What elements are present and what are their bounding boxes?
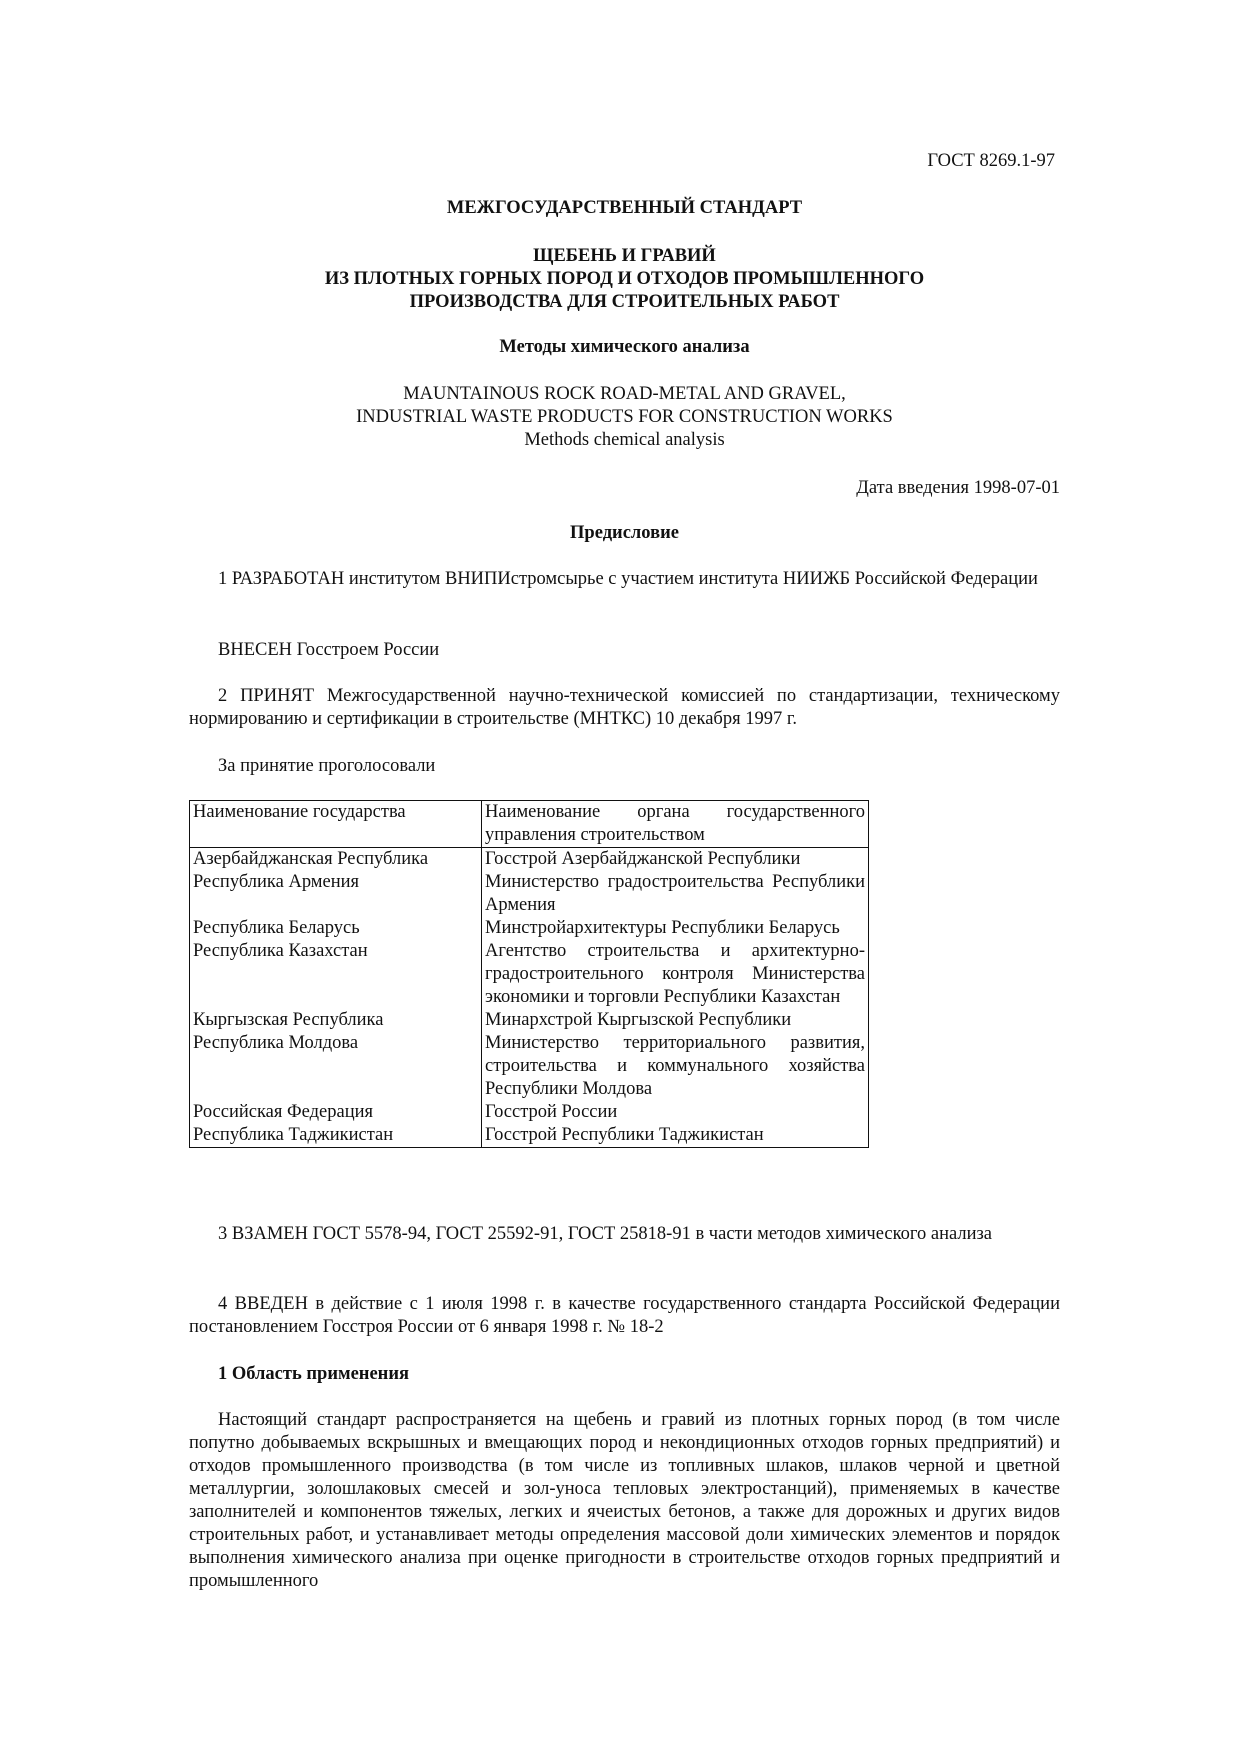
table-row	[190, 917, 869, 940]
section-1-text: Настоящий стандарт распространяется на щебень и гравий из плотных горных пород (в том числе попутно добываемых вскрышных и вмещающих пород и некондиционных отходов горных предприятий) и отходов промышленного производства (в том числе из топливных шлаков, шлаков черной и цветной металлургии, золошлаковых смесей и зол-уноса тепловых электростанций), применяемых в качестве заполнителей и компонентов тяжелых, легких и ячеистых бетонов, а также для дорожных и других видов строительных работ, и устанавливает методы определения массовой доли химических элементов и порядок выполнения химического анализа при оценке пригодности в строительстве отходов горных предприятий и промышленного	[189, 1410, 1060, 1591]
table-row	[190, 940, 869, 1009]
authority-name-cell: Минстройархитектуры Республики Беларусь	[482, 917, 869, 940]
authority-name-cell: Госстрой Азербайджанской Республики	[482, 848, 869, 872]
table-row	[190, 871, 869, 917]
authority-name-cell: Госстрой России	[482, 1101, 869, 1124]
table-row	[190, 1009, 869, 1032]
english-title-line: MAUNTAINOUS ROCK ROAD-METAL AND GRAVEL,	[403, 384, 846, 404]
table-row	[190, 1101, 869, 1124]
state-name-cell: Республика Казахстан	[190, 940, 482, 1009]
voting-table	[189, 800, 869, 1148]
state-name-cell: Республика Таджикистан	[190, 1124, 482, 1148]
effective-date: Дата введения 1998-07-01	[856, 478, 1060, 498]
state-name-cell: Российская Федерация	[190, 1101, 482, 1124]
standard-kind: МЕЖГОСУДАРСТВЕННЫЙ СТАНДАРТ	[446, 198, 803, 218]
english-title-line: INDUSTRIAL WASTE PRODUCTS FOR CONSTRUCTION WORKS	[356, 407, 893, 427]
foreword-paragraph-4: За принятие проголосовали	[218, 756, 436, 776]
foreword-paragraph-6: 4 ВВЕДЕН в действие с 1 июля 1998 г. в качестве государственного стандарта Российской Федерации постановлением Госстроя России от 6 января 1998 г. № 18-2	[189, 1294, 1060, 1337]
document-title	[189, 245, 1060, 314]
foreword-paragraph-2: ВНЕСЕН Госстроем России	[218, 640, 440, 660]
document-number: ГОСТ 8269.1-97	[927, 151, 1055, 171]
title-line: ИЗ ПЛОТНЫХ ГОРНЫХ ПОРОД И ОТХОДОВ ПРОМЫШЛЕННОГО	[324, 269, 925, 289]
title-line: ПРОИЗВОДСТВА ДЛЯ СТРОИТЕЛЬНЫХ РАБОТ	[409, 292, 840, 312]
english-title-line: Methods chemical analysis	[524, 430, 725, 450]
foreword-paragraph-5: 3 ВЗАМЕН ГОСТ 5578-94, ГОСТ 25592-91, ГОСТ 25818-91 в части методов химического анализа	[218, 1224, 993, 1244]
table-row	[190, 848, 869, 872]
state-name-cell: Республика Молдова	[190, 1032, 482, 1101]
authority-name-cell: Минархстрой Кыргызской Республики	[482, 1009, 869, 1032]
state-name-cell: Азербайджанская Республика	[190, 848, 482, 872]
authority-name-cell: Госстрой Республики Таджикистан	[482, 1124, 869, 1148]
table-row	[190, 1124, 869, 1148]
state-name-cell: Республика Беларусь	[190, 917, 482, 940]
authority-name-cell: Министерство градостроительства Республики Армения	[482, 871, 869, 917]
authority-name-cell: Агентство строительства и архитектурно-градостроительного контроля Министерства экономики и торговли Республики Казахстан	[482, 940, 869, 1009]
document-subtitle: Методы химического анализа	[499, 337, 750, 357]
english-title	[189, 383, 1060, 452]
state-name-cell: Кыргызская Республика	[190, 1009, 482, 1032]
section-1-heading: 1 Область применения	[218, 1364, 410, 1384]
foreword-paragraph-1: 1 РАЗРАБОТАН институтом ВНИПИстромсырье с участием института НИИЖБ Российской Федерации	[218, 569, 1038, 589]
authority-name-cell: Министерство территориального развития, строительства и коммунального хозяйства Республики Молдова	[482, 1032, 869, 1101]
foreword-heading: Предисловие	[570, 523, 679, 543]
foreword-paragraph-3: 2 ПРИНЯТ Межгосударственной научно-технической комиссией по стандартизации, техническому нормированию и сертификации в строительстве (МНТКС) 10 декабря 1997 г.	[189, 686, 1060, 729]
table-header-cell: Наименование органа государственного управления строительством	[482, 801, 869, 848]
state-name-cell: Республика Армения	[190, 871, 482, 917]
title-line: ЩЕБЕНЬ И ГРАВИЙ	[533, 246, 716, 266]
table-header-row	[190, 801, 869, 848]
table-row	[190, 1032, 869, 1101]
table-header-cell: Наименование государства	[190, 801, 482, 848]
